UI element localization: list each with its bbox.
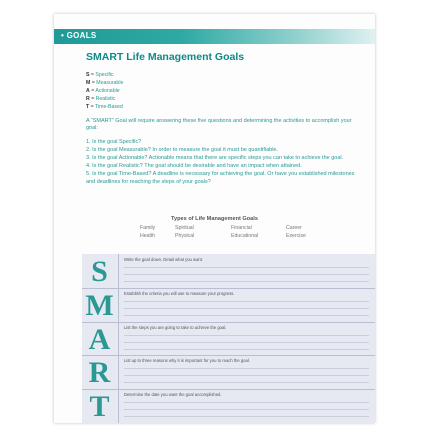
question-item: 2. Is the goal Measurable? In order to measure the goal it must be quantifiable. — [86, 147, 279, 154]
acronym-item: S = Specific — [86, 72, 114, 78]
writing-line[interactable] — [124, 267, 369, 268]
smart-prompt: Write the goal down. Detail what you want. — [124, 257, 204, 262]
page-title: SMART Life Management Goals — [86, 51, 245, 63]
goal-type: Spiritual — [175, 225, 194, 231]
smart-prompt: Determine the date you want the goal accomplished. — [124, 392, 222, 398]
writing-line[interactable] — [124, 402, 369, 403]
question-item: 4. Is the goal Realistic? The goal should be desirable and have an impact when attained. — [86, 163, 302, 170]
intro-text: A “SMART” Goal will require answering these five questions and determining the activities to accomplish your goal: — [86, 118, 352, 132]
writing-line[interactable] — [124, 308, 369, 309]
acronym-word: Actionable — [95, 88, 120, 94]
smart-row — [82, 288, 375, 323]
section-banner — [54, 29, 375, 44]
goal-type: Health — [140, 232, 155, 239]
goal-type: Career — [286, 225, 302, 231]
acronym-word: Time-Based — [95, 104, 123, 110]
acronym-item: T = Time-Based — [86, 104, 123, 110]
writing-line[interactable] — [124, 274, 369, 275]
writing-line[interactable] — [124, 382, 369, 383]
acronym-list — [86, 71, 123, 111]
acronym-letter: M — [86, 80, 91, 86]
smart-prompt: Establish the criteria you will use to measure your progress. — [124, 290, 235, 296]
acronym-item: R = Realistic — [86, 96, 116, 102]
acronym-letter: A — [86, 88, 90, 94]
smart-letter: A — [88, 322, 111, 356]
column-divider — [118, 322, 119, 356]
smart-letter: M — [85, 288, 114, 322]
smart-worksheet — [82, 254, 375, 423]
column-divider — [118, 254, 119, 288]
smart-prompt: List the steps you are going to take to achieve the goal. — [124, 324, 227, 330]
writing-line[interactable] — [124, 342, 369, 343]
acronym-letter: R — [86, 96, 90, 102]
goal-type-column — [231, 225, 258, 240]
smart-row — [82, 322, 375, 357]
planner-page — [54, 14, 375, 423]
smart-letter: S — [91, 255, 108, 288]
acronym-item: A = Actionable — [86, 88, 120, 94]
writing-line[interactable] — [124, 375, 369, 376]
writing-line[interactable] — [124, 349, 369, 350]
smart-prompt: List up to three reasons why it is important for you to reach the goal. — [124, 358, 250, 364]
question-item: 1. Is the goal Specific? — [86, 139, 142, 145]
writing-line[interactable] — [124, 416, 369, 417]
goal-type: Physical — [175, 232, 195, 239]
smart-letter: T — [89, 390, 110, 423]
goal-type-column — [175, 225, 194, 240]
goal-type: Family — [140, 225, 156, 231]
goal-type-column — [140, 225, 155, 240]
goal-types-title: Types of Life Management Goals — [171, 216, 258, 222]
writing-line[interactable] — [124, 281, 369, 282]
writing-line[interactable] — [124, 409, 369, 410]
question-list — [86, 138, 361, 187]
goal-type: Financial — [231, 225, 252, 231]
column-divider — [118, 288, 119, 322]
acronym-word: Specific — [95, 72, 114, 78]
writing-line[interactable] — [124, 301, 369, 302]
writing-line[interactable] — [124, 368, 369, 369]
smart-row — [82, 254, 375, 289]
section-label: • GOALS — [61, 31, 97, 40]
acronym-item: M = Measurable — [86, 80, 124, 86]
smart-letter: R — [88, 356, 111, 390]
smart-row — [82, 355, 375, 390]
acronym-word: Measurable — [96, 80, 124, 86]
goal-type: Educational — [231, 232, 259, 239]
writing-line[interactable] — [124, 315, 369, 316]
acronym-letter: T — [86, 104, 90, 110]
column-divider — [118, 389, 119, 423]
smart-row — [82, 389, 375, 423]
acronym-letter: S — [86, 72, 90, 78]
question-item: 3. Is the goal Actionable? Actionable means that there are specific steps you can take to achieve the goal. — [86, 155, 344, 162]
question-item: 5. Is the goal Time-Based? A deadline is necessary for achieving the goal. Or have you established milestones and deadlines for reaching the steps of your goals? — [86, 171, 355, 186]
writing-line[interactable] — [124, 335, 369, 336]
column-divider — [118, 355, 119, 389]
acronym-word: Realistic — [95, 96, 116, 102]
goal-type-column — [286, 225, 306, 240]
goal-type: Exercise — [286, 232, 306, 239]
